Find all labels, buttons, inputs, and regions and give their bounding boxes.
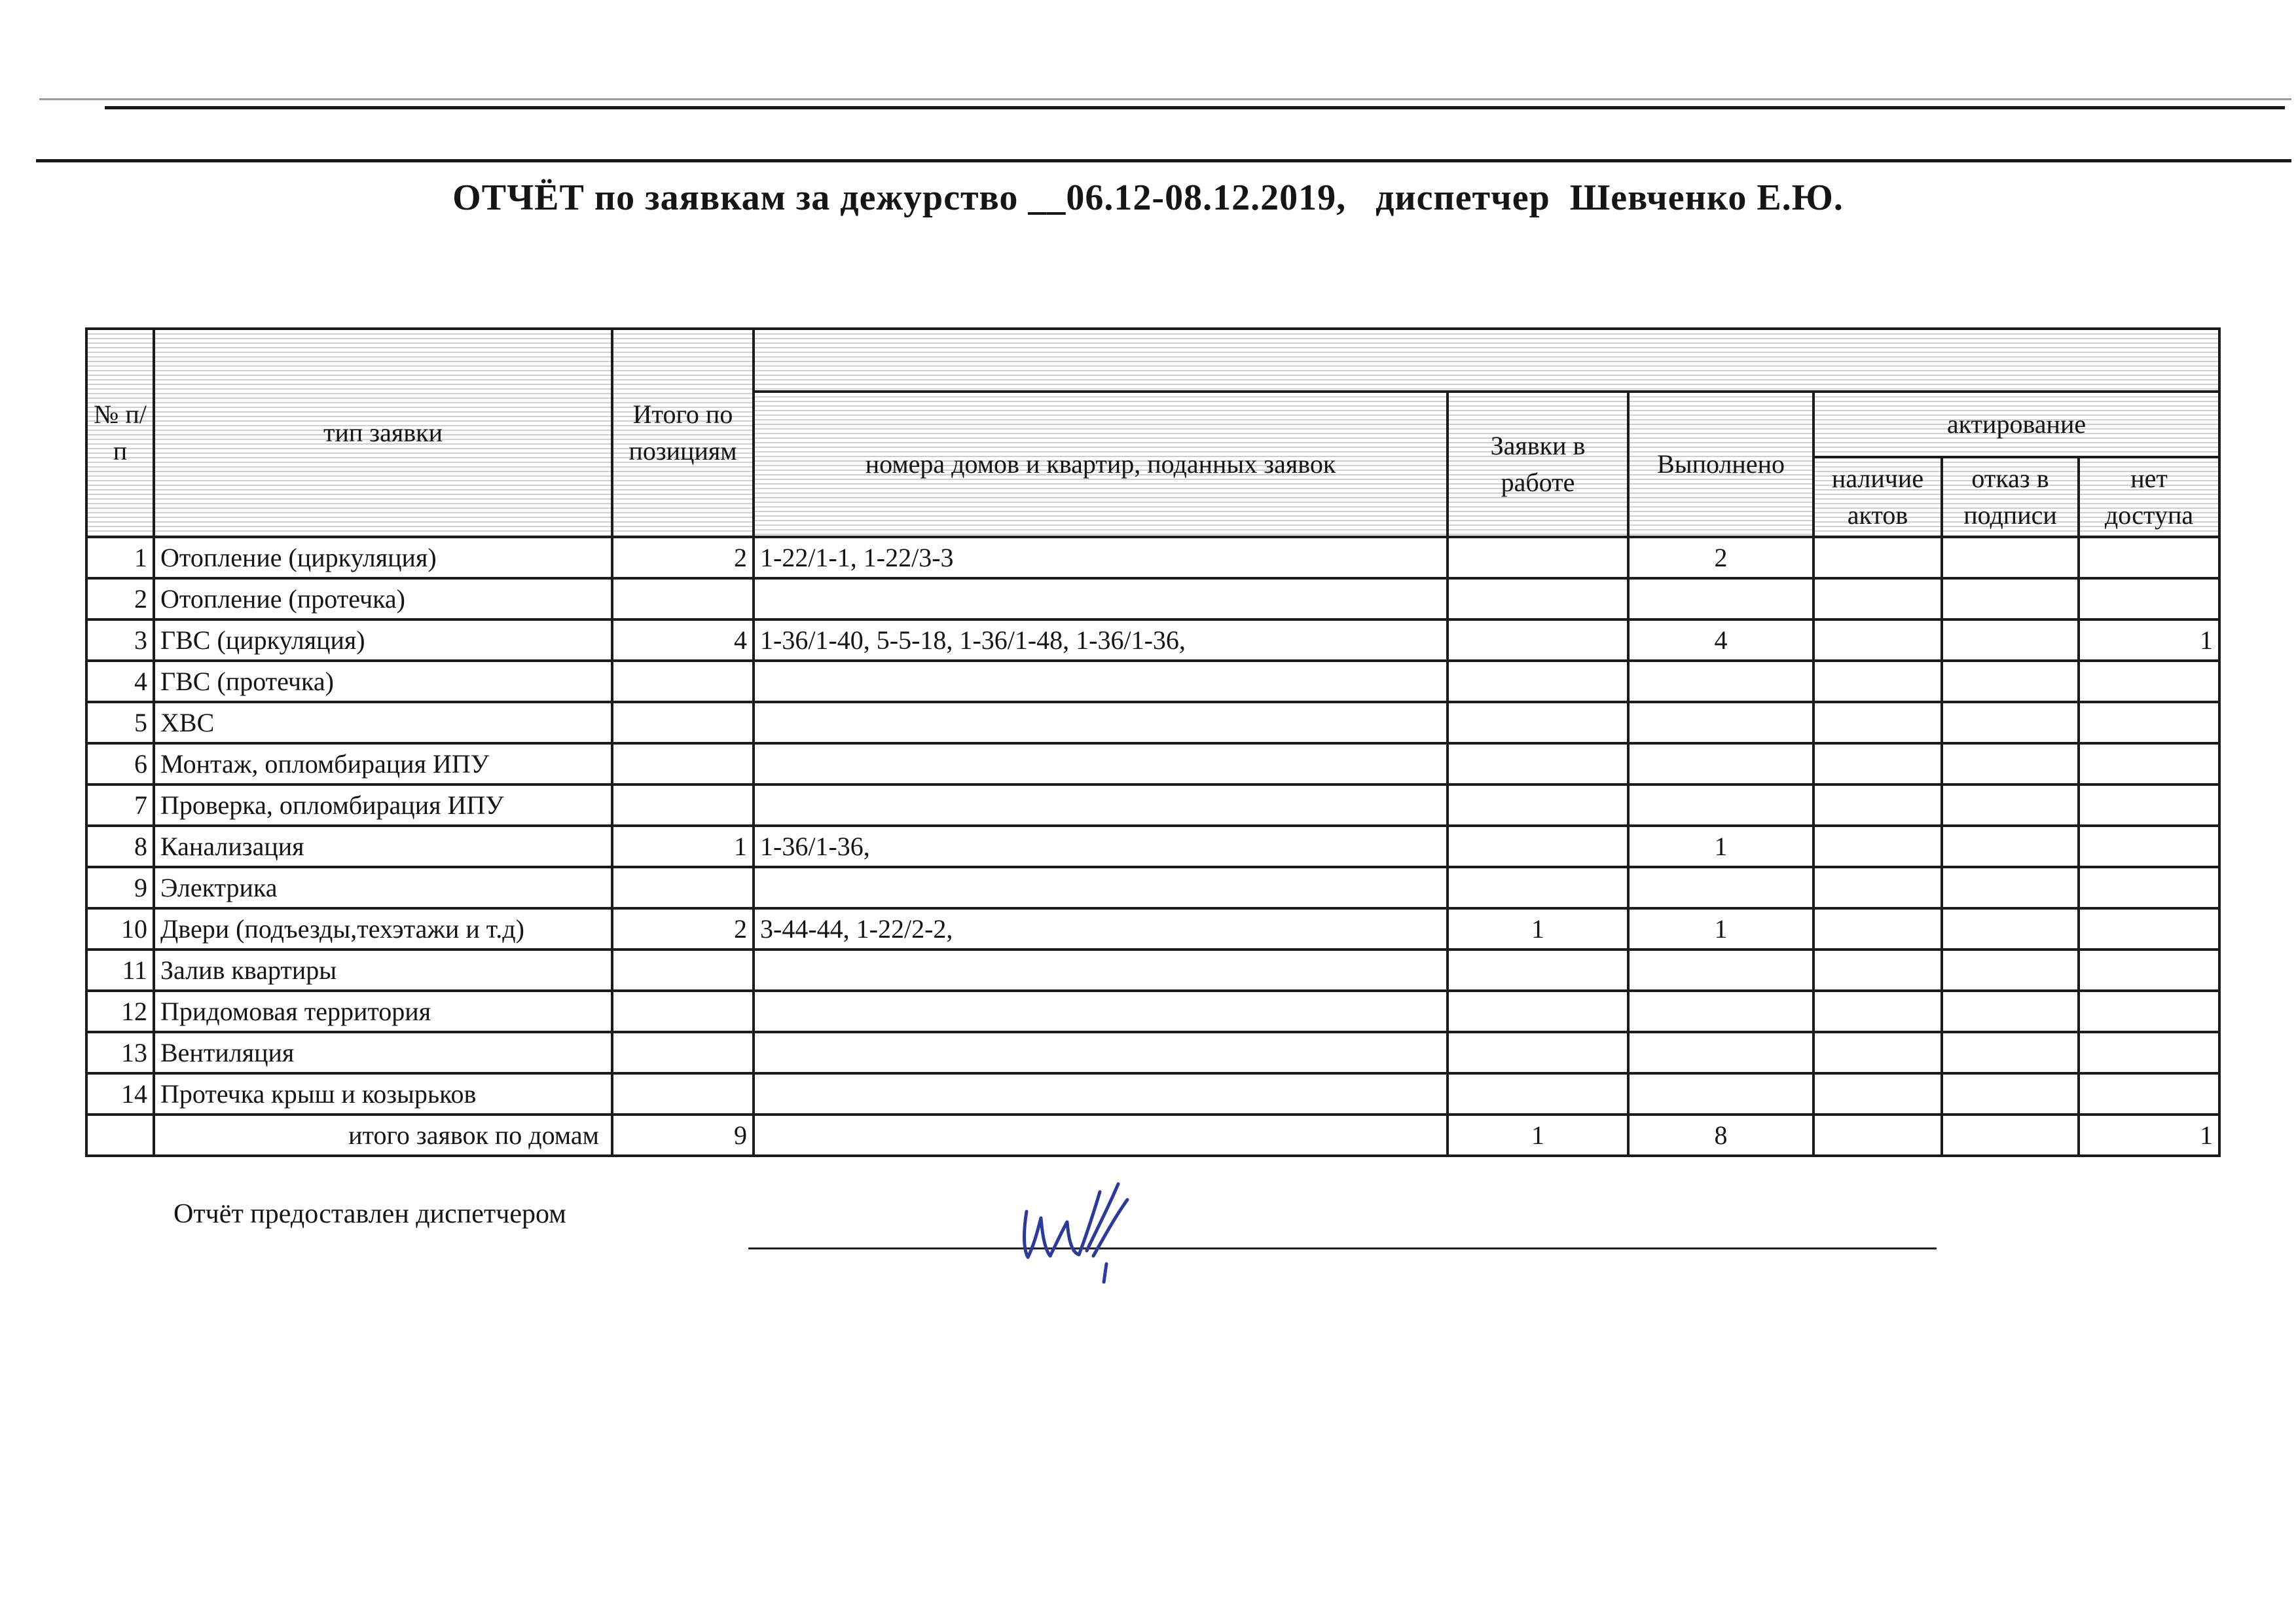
row-done: 1	[1628, 826, 1813, 867]
row-acts	[1813, 867, 1942, 908]
table-row	[86, 867, 2219, 908]
row-refusal	[1942, 1073, 2079, 1115]
totals-done: 8	[1628, 1115, 1813, 1156]
row-refusal	[1942, 578, 2079, 619]
row-addresses	[754, 702, 1448, 743]
row-done	[1628, 950, 1813, 991]
row-in-work	[1448, 826, 1628, 867]
row-total	[612, 991, 754, 1032]
row-no-access	[2079, 908, 2219, 950]
row-num: 12	[86, 991, 154, 1032]
row-in-work	[1448, 867, 1628, 908]
row-in-work	[1448, 1032, 1628, 1073]
row-type: Проверка, опломбирация ИПУ	[154, 784, 612, 826]
report-title: ОТЧЁТ по заявкам за дежурство __06.12-08.12.2019, диспетчер Шевченко Е.Ю.	[452, 177, 1844, 218]
row-type: ГВС (циркуляция)	[154, 619, 612, 661]
totals-row	[86, 1115, 2219, 1156]
row-in-work	[1448, 1073, 1628, 1115]
row-refusal	[1942, 784, 2079, 826]
row-type: Придомовая территория	[154, 991, 612, 1032]
table-row	[86, 537, 2219, 578]
row-acts	[1813, 537, 1942, 578]
header-in-work: Заявки в работе	[1448, 392, 1628, 537]
row-acts	[1813, 619, 1942, 661]
report-table	[85, 327, 2221, 1157]
header-addresses: номера домов и квартир, поданных заявок	[754, 392, 1448, 537]
row-refusal	[1942, 743, 2079, 784]
row-addresses: 3-44-44, 1-22/2-2,	[754, 908, 1448, 950]
header-row	[86, 329, 2219, 392]
table-row	[86, 908, 2219, 950]
row-acts	[1813, 1073, 1942, 1115]
row-in-work	[1448, 578, 1628, 619]
row-num: 5	[86, 702, 154, 743]
row-no-access	[2079, 743, 2219, 784]
signature-mark	[1008, 1166, 1139, 1283]
row-done: 1	[1628, 908, 1813, 950]
row-in-work	[1448, 661, 1628, 702]
scan-line	[39, 98, 2291, 100]
table-row	[86, 702, 2219, 743]
row-type: Отопление (циркуляция)	[154, 537, 612, 578]
table-row	[86, 1073, 2219, 1115]
row-addresses	[754, 950, 1448, 991]
row-refusal	[1942, 702, 2079, 743]
row-total: 2	[612, 908, 754, 950]
row-num: 11	[86, 950, 154, 991]
row-refusal	[1942, 867, 2079, 908]
row-type: Двери (подъезды,техэтажи и т.д)	[154, 908, 612, 950]
row-done	[1628, 867, 1813, 908]
row-total	[612, 1032, 754, 1073]
row-refusal	[1942, 1032, 2079, 1073]
row-num: 14	[86, 1073, 154, 1115]
row-refusal	[1942, 661, 2079, 702]
row-in-work	[1448, 619, 1628, 661]
row-num: 13	[86, 1032, 154, 1073]
row-num: 2	[86, 578, 154, 619]
row-in-work	[1448, 784, 1628, 826]
header-num: № п/п	[86, 329, 154, 537]
header-acts-present: наличие актов	[1813, 457, 1942, 537]
row-type: Отопление (протечка)	[154, 578, 612, 619]
table-row	[86, 991, 2219, 1032]
row-type: Протечка крыш и козырьков	[154, 1073, 612, 1115]
row-refusal	[1942, 826, 2079, 867]
row-type: Электрика	[154, 867, 612, 908]
row-type: Канализация	[154, 826, 612, 867]
row-total	[612, 784, 754, 826]
row-addresses	[754, 784, 1448, 826]
row-addresses	[754, 661, 1448, 702]
row-done	[1628, 578, 1813, 619]
row-no-access	[2079, 1073, 2219, 1115]
row-done: 2	[1628, 537, 1813, 578]
row-no-access	[2079, 1032, 2219, 1073]
totals-no-access: 1	[2079, 1115, 2219, 1156]
row-in-work	[1448, 950, 1628, 991]
row-acts	[1813, 784, 1942, 826]
row-acts	[1813, 991, 1942, 1032]
header-no-access: нет доступа	[2079, 457, 2219, 537]
row-num: 4	[86, 661, 154, 702]
row-num: 9	[86, 867, 154, 908]
row-acts	[1813, 578, 1942, 619]
row-done	[1628, 991, 1813, 1032]
row-total: 1	[612, 826, 754, 867]
row-refusal	[1942, 991, 2079, 1032]
totals-total: 9	[612, 1115, 754, 1156]
row-addresses	[754, 743, 1448, 784]
row-total: 4	[612, 619, 754, 661]
header-total-positions: Итого по позициям	[612, 329, 754, 537]
row-type: ХВС	[154, 702, 612, 743]
row-addresses	[754, 991, 1448, 1032]
row-total	[612, 867, 754, 908]
totals-acts	[1813, 1115, 1942, 1156]
row-refusal	[1942, 908, 2079, 950]
row-in-work	[1448, 537, 1628, 578]
row-in-work	[1448, 991, 1628, 1032]
row-no-access	[2079, 784, 2219, 826]
row-num: 7	[86, 784, 154, 826]
row-refusal	[1942, 619, 2079, 661]
row-no-access	[2079, 661, 2219, 702]
footer-label: Отчёт предоставлен диспетчером	[173, 1199, 566, 1229]
row-done	[1628, 702, 1813, 743]
row-type: Вентиляция	[154, 1032, 612, 1073]
row-addresses: 1-22/1-1, 1-22/3-3	[754, 537, 1448, 578]
row-no-access	[2079, 991, 2219, 1032]
totals-num	[86, 1115, 154, 1156]
row-no-access	[2079, 537, 2219, 578]
row-type: Монтаж, опломбирация ИПУ	[154, 743, 612, 784]
row-in-work	[1448, 702, 1628, 743]
row-addresses: 1-36/1-40, 5-5-18, 1-36/1-48, 1-36/1-36,	[754, 619, 1448, 661]
row-no-access	[2079, 702, 2219, 743]
table-row	[86, 578, 2219, 619]
row-addresses	[754, 1032, 1448, 1073]
table-row	[86, 784, 2219, 826]
row-acts	[1813, 1032, 1942, 1073]
header-band	[754, 329, 2219, 392]
row-acts	[1813, 826, 1942, 867]
row-total	[612, 743, 754, 784]
row-refusal	[1942, 950, 2079, 991]
scan-line	[105, 106, 2285, 109]
table-row	[86, 619, 2219, 661]
row-acts	[1813, 908, 1942, 950]
row-total	[612, 702, 754, 743]
header-type: тип заявки	[154, 329, 612, 537]
row-num: 6	[86, 743, 154, 784]
table-row	[86, 826, 2219, 867]
row-num: 8	[86, 826, 154, 867]
totals-refusal	[1942, 1115, 2079, 1156]
table-row	[86, 1032, 2219, 1073]
row-num: 3	[86, 619, 154, 661]
row-no-access	[2079, 578, 2219, 619]
header-done: Выполнено	[1628, 392, 1813, 537]
row-done	[1628, 1032, 1813, 1073]
row-addresses: 1-36/1-36,	[754, 826, 1448, 867]
row-done	[1628, 743, 1813, 784]
header-refusal: отказ в подписи	[1942, 457, 2079, 537]
row-in-work	[1448, 743, 1628, 784]
row-total	[612, 950, 754, 991]
row-no-access	[2079, 826, 2219, 867]
row-num: 1	[86, 537, 154, 578]
row-no-access: 1	[2079, 619, 2219, 661]
totals-label: итого заявок по домам	[154, 1115, 612, 1156]
row-total	[612, 578, 754, 619]
row-no-access	[2079, 950, 2219, 991]
table-row	[86, 950, 2219, 991]
signature-line	[748, 1247, 1937, 1249]
row-no-access	[2079, 867, 2219, 908]
row-done	[1628, 784, 1813, 826]
row-num: 10	[86, 908, 154, 950]
row-addresses	[754, 1073, 1448, 1115]
row-total: 2	[612, 537, 754, 578]
row-addresses	[754, 867, 1448, 908]
row-done	[1628, 661, 1813, 702]
row-in-work: 1	[1448, 908, 1628, 950]
row-done	[1628, 1073, 1813, 1115]
row-acts	[1813, 743, 1942, 784]
row-acts	[1813, 661, 1942, 702]
row-refusal	[1942, 537, 2079, 578]
row-acts	[1813, 950, 1942, 991]
table-row	[86, 743, 2219, 784]
scan-line	[36, 159, 2291, 162]
totals-in-work: 1	[1448, 1115, 1628, 1156]
row-addresses	[754, 578, 1448, 619]
row-done: 4	[1628, 619, 1813, 661]
table-row	[86, 661, 2219, 702]
row-acts	[1813, 702, 1942, 743]
totals-addresses	[754, 1115, 1448, 1156]
row-type: Залив квартиры	[154, 950, 612, 991]
row-type: ГВС (протечка)	[154, 661, 612, 702]
header-acting: актирование	[1813, 392, 2219, 457]
row-total	[612, 1073, 754, 1115]
row-total	[612, 661, 754, 702]
